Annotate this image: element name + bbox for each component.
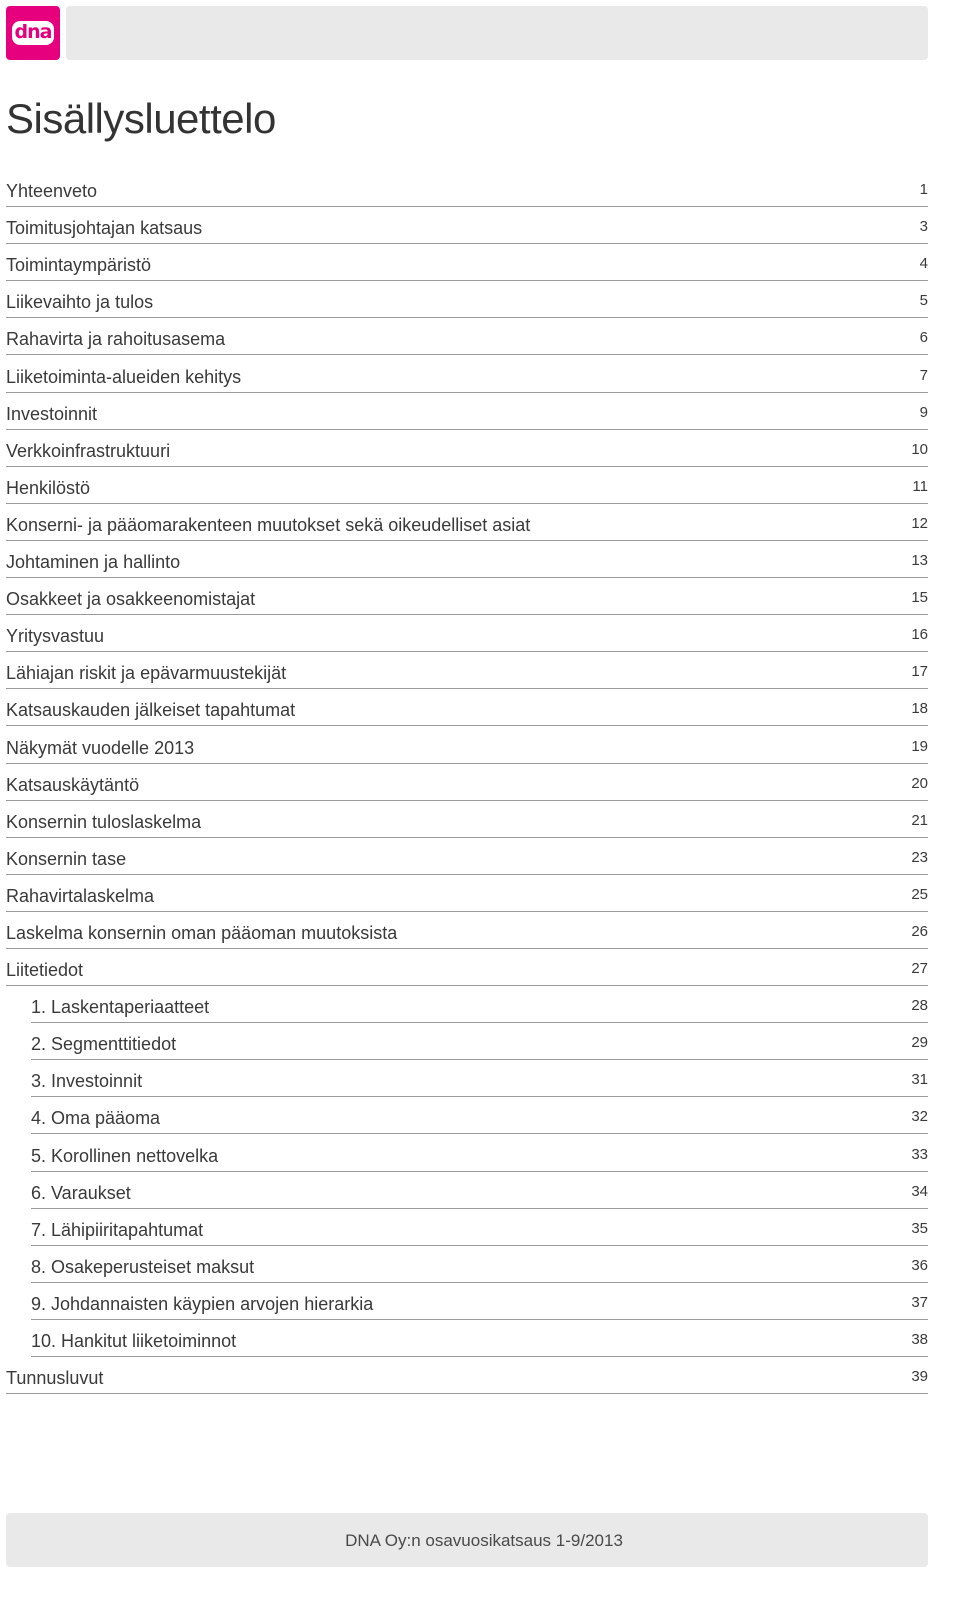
toc-item-page-number: 5 bbox=[919, 292, 928, 310]
toc-subitem[interactable] bbox=[31, 1097, 928, 1134]
toc-item[interactable] bbox=[6, 726, 928, 763]
toc-item-page-number: 18 bbox=[911, 700, 928, 718]
toc-item-label: Investoinnit bbox=[6, 403, 98, 424]
toc-item-label: Katsauskauden jälkeiset tapahtumat bbox=[6, 700, 296, 721]
toc-item[interactable] bbox=[6, 170, 928, 207]
toc-item-label: Rahavirta ja rahoitusasema bbox=[6, 329, 226, 350]
toc-item-label: Verkkoinfrastruktuuri bbox=[6, 440, 171, 461]
toc-item-label: Näkymät vuodelle 2013 bbox=[6, 737, 195, 758]
toc-item-page-number: 38 bbox=[911, 1331, 928, 1348]
toc-item-page-number: 11 bbox=[912, 477, 928, 495]
toc-item-label: Rahavirtalaskelma bbox=[6, 885, 155, 906]
toc-item[interactable] bbox=[6, 318, 928, 355]
toc-item-page-number: 6 bbox=[919, 329, 928, 347]
toc-item[interactable] bbox=[6, 875, 928, 912]
toc-item[interactable] bbox=[6, 1357, 928, 1394]
toc-item-label: 1. Laskentaperiaatteet bbox=[31, 997, 210, 1018]
toc-item-label: 9. Johdannaisten käypien arvojen hierarkia bbox=[31, 1293, 374, 1314]
toc-item-page-number: 26 bbox=[911, 922, 928, 940]
toc-item-label: 6. Varaukset bbox=[31, 1182, 131, 1203]
toc-item-label: Toimintaympäristö bbox=[6, 255, 152, 276]
toc-subitem[interactable] bbox=[31, 1134, 928, 1171]
toc-item-label: 8. Osakeperusteiset maksut bbox=[31, 1256, 255, 1277]
toc-item[interactable] bbox=[6, 244, 928, 281]
toc-item[interactable] bbox=[6, 355, 928, 392]
toc-item-label: Johtaminen ja hallinto bbox=[6, 552, 181, 573]
toc-item-label: 3. Investoinnit bbox=[31, 1071, 143, 1092]
toc-item-label: Konserni- ja pääomarakenteen muutokset sekä oikeudelliset asiat bbox=[6, 514, 531, 535]
toc-item-page-number: 3 bbox=[919, 218, 928, 236]
toc-item[interactable] bbox=[6, 393, 928, 430]
toc-item-label: Toimitusjohtajan katsaus bbox=[6, 218, 203, 239]
toc-item-label: 2. Segmenttitiedot bbox=[31, 1034, 177, 1055]
table-of-contents bbox=[6, 170, 928, 1394]
toc-item-page-number: 27 bbox=[911, 960, 928, 978]
toc-subitem[interactable] bbox=[31, 1320, 928, 1357]
toc-subitem[interactable] bbox=[31, 986, 928, 1023]
toc-item[interactable] bbox=[6, 801, 928, 838]
toc-item-label: Konsernin tase bbox=[6, 848, 127, 869]
toc-item-label: Liiketoiminta-alueiden kehitys bbox=[6, 366, 242, 387]
toc-item[interactable] bbox=[6, 467, 928, 504]
toc-item[interactable] bbox=[6, 949, 928, 986]
toc-item-label: 5. Korollinen nettovelka bbox=[31, 1145, 219, 1166]
toc-item-label: Yritysvastuu bbox=[6, 626, 105, 647]
dna-logo bbox=[6, 6, 60, 60]
toc-item[interactable] bbox=[6, 764, 928, 801]
toc-item[interactable] bbox=[6, 652, 928, 689]
toc-item-page-number: 19 bbox=[911, 737, 928, 755]
toc-item-label: Liikevaihto ja tulos bbox=[6, 292, 154, 313]
header-bar bbox=[66, 6, 928, 60]
toc-item[interactable] bbox=[6, 689, 928, 726]
toc-item-page-number: 4 bbox=[919, 255, 928, 273]
toc-item[interactable] bbox=[6, 615, 928, 652]
toc-subitem[interactable] bbox=[31, 1283, 928, 1320]
toc-item-page-number: 17 bbox=[911, 663, 928, 681]
toc-item-label: Yhteenveto bbox=[6, 181, 98, 202]
toc-item-page-number: 39 bbox=[911, 1368, 928, 1386]
toc-subitem[interactable] bbox=[31, 1246, 928, 1283]
toc-subitem[interactable] bbox=[31, 1023, 928, 1060]
toc-item-label: 4. Oma pääoma bbox=[31, 1108, 161, 1129]
toc-item-page-number: 23 bbox=[911, 848, 928, 866]
toc-item-page-number: 25 bbox=[911, 885, 928, 903]
toc-item[interactable] bbox=[6, 912, 928, 949]
toc-item-label: Konsernin tuloslaskelma bbox=[6, 811, 202, 832]
toc-item-page-number: 32 bbox=[911, 1108, 928, 1126]
toc-item-page-number: 35 bbox=[911, 1219, 928, 1237]
toc-item-label: Katsauskäytäntö bbox=[6, 774, 140, 795]
toc-item-page-number: 12 bbox=[911, 514, 928, 532]
toc-item[interactable] bbox=[6, 430, 928, 467]
toc-item-page-number: 15 bbox=[911, 589, 928, 607]
toc-subitem[interactable] bbox=[31, 1060, 928, 1097]
toc-item[interactable] bbox=[6, 281, 928, 318]
toc-subitem[interactable] bbox=[31, 1172, 928, 1209]
toc-item-page-number: 37 bbox=[911, 1293, 928, 1311]
toc-item-label: 7. Lähipiiritapahtumat bbox=[31, 1219, 204, 1240]
toc-item[interactable] bbox=[6, 578, 928, 615]
toc-item[interactable] bbox=[6, 504, 928, 541]
footer-text: DNA Oy:n osavuosikatsaus 1-9/2013 bbox=[345, 1531, 623, 1550]
toc-item-page-number: 13 bbox=[911, 552, 928, 570]
toc-item-label: Tunnusluvut bbox=[6, 1368, 104, 1389]
toc-item-label: Lähiajan riskit ja epävarmuustekijät bbox=[6, 663, 287, 684]
toc-item-page-number: 21 bbox=[911, 811, 928, 829]
toc-item-page-number: 28 bbox=[911, 997, 928, 1015]
toc-item-page-number: 36 bbox=[911, 1256, 928, 1274]
toc-item-page-number: 9 bbox=[919, 403, 928, 421]
toc-item-page-number: 20 bbox=[911, 774, 928, 792]
toc-item[interactable] bbox=[6, 838, 928, 875]
toc-item-page-number: 1 bbox=[919, 181, 928, 199]
toc-item-page-number: 33 bbox=[911, 1145, 928, 1163]
toc-item-label: Osakkeet ja osakkeenomistajat bbox=[6, 589, 256, 610]
toc-item-label: Liitetiedot bbox=[6, 960, 84, 981]
logo-text: dna bbox=[12, 21, 55, 45]
toc-item-label: Henkilöstö bbox=[6, 477, 91, 498]
toc-item[interactable] bbox=[6, 541, 928, 578]
page-title: Sisällysluettelo bbox=[6, 95, 276, 142]
toc-item[interactable] bbox=[6, 207, 928, 244]
toc-item-page-number: 7 bbox=[919, 366, 928, 384]
toc-subitem[interactable] bbox=[31, 1209, 928, 1246]
toc-item-page-number: 16 bbox=[911, 626, 928, 644]
toc-item-page-number: 10 bbox=[911, 440, 928, 458]
toc-item-label: Laskelma konsernin oman pääoman muutoksista bbox=[6, 922, 398, 943]
toc-item-page-number: 34 bbox=[911, 1182, 928, 1200]
toc-item-page-number: 31 bbox=[911, 1071, 928, 1089]
toc-item-label: 10. Hankitut liiketoiminnot bbox=[31, 1331, 237, 1351]
toc-item-page-number: 29 bbox=[911, 1034, 928, 1052]
